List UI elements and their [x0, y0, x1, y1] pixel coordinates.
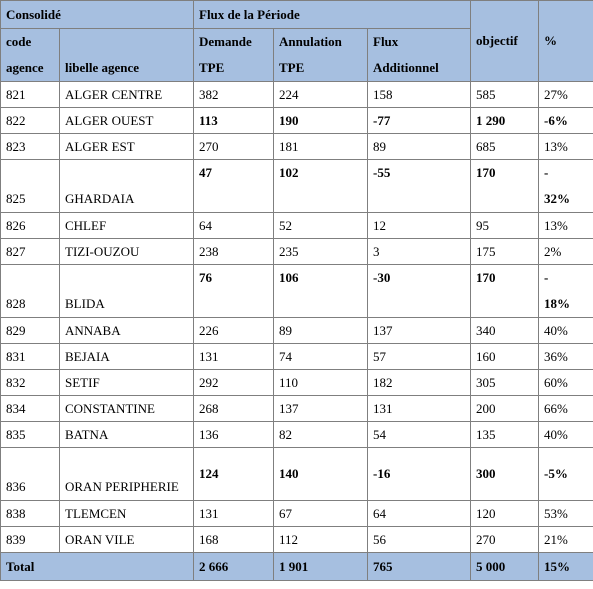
cell-objectif: 1 290 [471, 108, 539, 134]
cell-code: 831 [1, 344, 60, 370]
cell-annulation: 102 [274, 160, 368, 213]
cell-demande: 47 [194, 160, 274, 213]
cell-pct: 40% [539, 318, 593, 344]
total-row [1, 553, 593, 581]
table-row [1, 108, 593, 134]
header-annulation-tpe: Annulation TPE [274, 29, 368, 82]
cell-objectif: 685 [471, 134, 539, 160]
cell-objectif: 160 [471, 344, 539, 370]
cell-pct: 13% [539, 213, 593, 239]
cell-flux: 3 [368, 239, 471, 265]
cell-libelle: SETIF [60, 370, 194, 396]
cell-pct: -5% [539, 448, 593, 501]
cell-libelle: BATNA [60, 422, 194, 448]
cell-libelle: GHARDAIA [60, 160, 194, 213]
cell-libelle: TIZI-OUZOU [60, 239, 194, 265]
table-row [1, 344, 593, 370]
table-row [1, 213, 593, 239]
total-label: Total [1, 553, 194, 581]
cell-annulation: 181 [274, 134, 368, 160]
cell-annulation: 67 [274, 501, 368, 527]
cell-pct [539, 160, 593, 213]
cell-annulation: 74 [274, 344, 368, 370]
header-row-groups [1, 1, 593, 29]
cell-annulation: 106 [274, 265, 368, 318]
cell-objectif: 175 [471, 239, 539, 265]
cell-code: 827 [1, 239, 60, 265]
cell-flux: 137 [368, 318, 471, 344]
cell-code: 838 [1, 501, 60, 527]
cell-annulation: 137 [274, 396, 368, 422]
cell-annulation: 190 [274, 108, 368, 134]
cell-annulation: 112 [274, 527, 368, 553]
cell-demande: 76 [194, 265, 274, 318]
header-flux-periode: Flux de la Période [194, 1, 471, 29]
table-row [1, 265, 593, 318]
cell-libelle: BLIDA [60, 265, 194, 318]
cell-pct: 27% [539, 82, 593, 108]
table-row [1, 527, 593, 553]
cell-objectif: 340 [471, 318, 539, 344]
cell-code: 835 [1, 422, 60, 448]
cell-code: 826 [1, 213, 60, 239]
total-demande: 2 666 [194, 553, 274, 581]
cell-flux: 56 [368, 527, 471, 553]
cell-flux: 12 [368, 213, 471, 239]
cell-code: 839 [1, 527, 60, 553]
cell-demande: 131 [194, 501, 274, 527]
cell-objectif: 200 [471, 396, 539, 422]
cell-annulation: 82 [274, 422, 368, 448]
cell-demande: 382 [194, 82, 274, 108]
cell-libelle: ALGER CENTRE [60, 82, 194, 108]
cell-demande: 168 [194, 527, 274, 553]
cell-pct: 66% [539, 396, 593, 422]
cell-code: 823 [1, 134, 60, 160]
cell-pct: -6% [539, 108, 593, 134]
cell-annulation: 140 [274, 448, 368, 501]
cell-objectif: 170 [471, 265, 539, 318]
cell-libelle: ALGER OUEST [60, 108, 194, 134]
table-row [1, 134, 593, 160]
cell-pct: 60% [539, 370, 593, 396]
header-objectif: objectif [471, 1, 539, 82]
table-row [1, 82, 593, 108]
cell-libelle: ORAN VILE [60, 527, 194, 553]
cell-libelle: BEJAIA [60, 344, 194, 370]
cell-objectif: 170 [471, 160, 539, 213]
table-row [1, 160, 593, 213]
pct-sign: - [544, 270, 549, 285]
cell-flux: 57 [368, 344, 471, 370]
table-row [1, 396, 593, 422]
cell-code: 825 [1, 160, 60, 213]
header-code-agence: code agence [1, 29, 60, 82]
cell-demande: 113 [194, 108, 274, 134]
cell-objectif: 305 [471, 370, 539, 396]
cell-pct: 53% [539, 501, 593, 527]
cell-objectif: 135 [471, 422, 539, 448]
cell-objectif: 300 [471, 448, 539, 501]
cell-flux: 64 [368, 501, 471, 527]
cell-demande: 131 [194, 344, 274, 370]
cell-code: 828 [1, 265, 60, 318]
cell-demande: 292 [194, 370, 274, 396]
table-row [1, 370, 593, 396]
pct-value: 32% [544, 191, 570, 206]
cell-demande: 226 [194, 318, 274, 344]
cell-code: 834 [1, 396, 60, 422]
cell-code: 836 [1, 448, 60, 501]
table-row [1, 422, 593, 448]
cell-pct: 21% [539, 527, 593, 553]
total-annulation: 1 901 [274, 553, 368, 581]
cell-libelle: ORAN PERIPHERIE [60, 448, 194, 501]
pct-value: 18% [544, 296, 570, 311]
cell-pct: 2% [539, 239, 593, 265]
cell-demande: 238 [194, 239, 274, 265]
cell-annulation: 235 [274, 239, 368, 265]
cell-pct: 36% [539, 344, 593, 370]
cell-flux: 131 [368, 396, 471, 422]
header-demande-tpe: Demande TPE [194, 29, 274, 82]
cell-demande: 136 [194, 422, 274, 448]
table-row [1, 318, 593, 344]
cell-flux: 54 [368, 422, 471, 448]
cell-flux: -77 [368, 108, 471, 134]
cell-code: 832 [1, 370, 60, 396]
cell-demande: 124 [194, 448, 274, 501]
total-objectif: 5 000 [471, 553, 539, 581]
header-flux-additionnel: Flux Additionnel [368, 29, 471, 82]
header-pct: % [539, 1, 593, 82]
cell-flux: 158 [368, 82, 471, 108]
cell-libelle: ANNABA [60, 318, 194, 344]
cell-libelle: ALGER EST [60, 134, 194, 160]
header-consolide: Consolidé [1, 1, 194, 29]
pct-sign: - [544, 165, 549, 180]
cell-flux: 182 [368, 370, 471, 396]
table-row [1, 239, 593, 265]
table-row [1, 448, 593, 501]
cell-flux: -30 [368, 265, 471, 318]
cell-code: 822 [1, 108, 60, 134]
cell-demande: 64 [194, 213, 274, 239]
cell-flux: -55 [368, 160, 471, 213]
cell-libelle: TLEMCEN [60, 501, 194, 527]
cell-demande: 268 [194, 396, 274, 422]
total-flux: 765 [368, 553, 471, 581]
cell-demande: 270 [194, 134, 274, 160]
cell-objectif: 120 [471, 501, 539, 527]
cell-annulation: 224 [274, 82, 368, 108]
cell-libelle: CHLEF [60, 213, 194, 239]
header-libelle-agence: libelle agence [60, 29, 194, 82]
cell-annulation: 52 [274, 213, 368, 239]
cell-annulation: 89 [274, 318, 368, 344]
cell-pct [539, 265, 593, 318]
cell-code: 829 [1, 318, 60, 344]
cell-flux: 89 [368, 134, 471, 160]
cell-objectif: 585 [471, 82, 539, 108]
cell-objectif: 270 [471, 527, 539, 553]
cell-code: 821 [1, 82, 60, 108]
cell-pct: 13% [539, 134, 593, 160]
cell-libelle: CONSTANTINE [60, 396, 194, 422]
cell-annulation: 110 [274, 370, 368, 396]
total-pct: 15% [539, 553, 593, 581]
cell-pct: 40% [539, 422, 593, 448]
table-row [1, 501, 593, 527]
cell-flux: -16 [368, 448, 471, 501]
cell-objectif: 95 [471, 213, 539, 239]
